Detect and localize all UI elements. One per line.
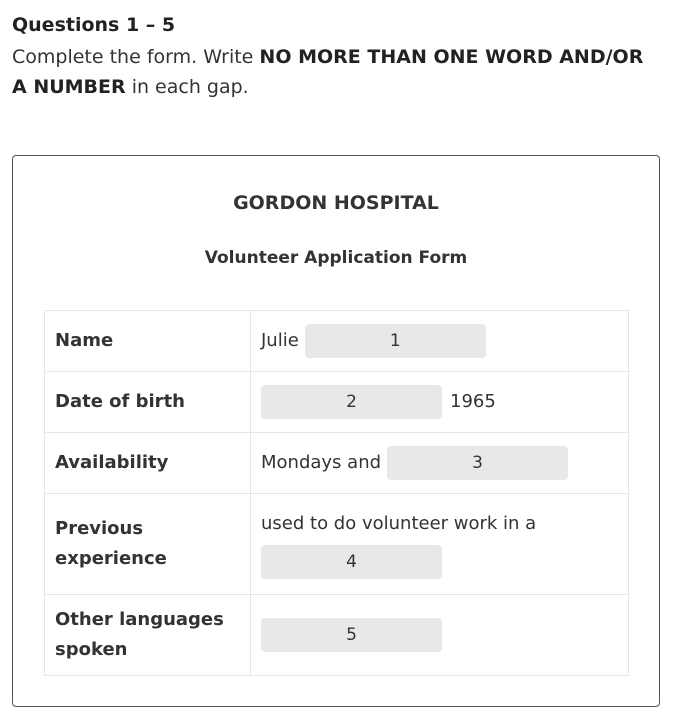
row-label-availability: Availability bbox=[45, 433, 251, 494]
row-value-availability bbox=[251, 433, 629, 494]
instructions-prefix: Complete the form. Write bbox=[12, 46, 260, 68]
row-value-date-of-birth bbox=[251, 372, 629, 433]
row-label-other-languages: Other languages spoken bbox=[45, 595, 251, 676]
form-card bbox=[12, 155, 660, 707]
gap-5-input[interactable]: 5 bbox=[261, 618, 442, 652]
gap-1-input[interactable]: 1 bbox=[305, 324, 486, 358]
name-prefix-text: Julie bbox=[261, 330, 299, 351]
instructions bbox=[12, 42, 652, 102]
experience-prefix-text: used to do volunteer work in a bbox=[261, 513, 537, 534]
form-title: GORDON HOSPITAL bbox=[233, 192, 439, 214]
form-row-previous-experience bbox=[45, 494, 629, 595]
row-value-name bbox=[251, 311, 629, 372]
row-value-previous-experience bbox=[251, 494, 629, 595]
row-label-previous-experience: Previous experience bbox=[45, 494, 251, 595]
form-row-other-languages bbox=[45, 595, 629, 676]
form-row-date-of-birth bbox=[45, 372, 629, 433]
instructions-emphasis: NO MORE THAN ONE WORD AND/OR A NUMBER bbox=[12, 46, 644, 98]
row-label-date-of-birth: Date of birth bbox=[45, 372, 251, 433]
gap-3-input[interactable]: 3 bbox=[387, 446, 568, 480]
gap-4-input[interactable]: 4 bbox=[261, 545, 442, 579]
availability-prefix-text: Mondays and bbox=[261, 452, 382, 473]
questions-heading: Questions 1 – 5 bbox=[12, 14, 176, 36]
form-row-name bbox=[45, 311, 629, 372]
form-subtitle: Volunteer Application Form bbox=[204, 248, 468, 268]
instructions-suffix: in each gap. bbox=[125, 76, 249, 98]
row-label-name: Name bbox=[45, 311, 251, 372]
form-row-availability bbox=[45, 433, 629, 494]
gap-2-input[interactable]: 2 bbox=[261, 385, 442, 419]
birth-year-text: 1965 bbox=[450, 391, 496, 412]
row-value-other-languages bbox=[251, 595, 629, 676]
application-form-table bbox=[44, 310, 629, 676]
